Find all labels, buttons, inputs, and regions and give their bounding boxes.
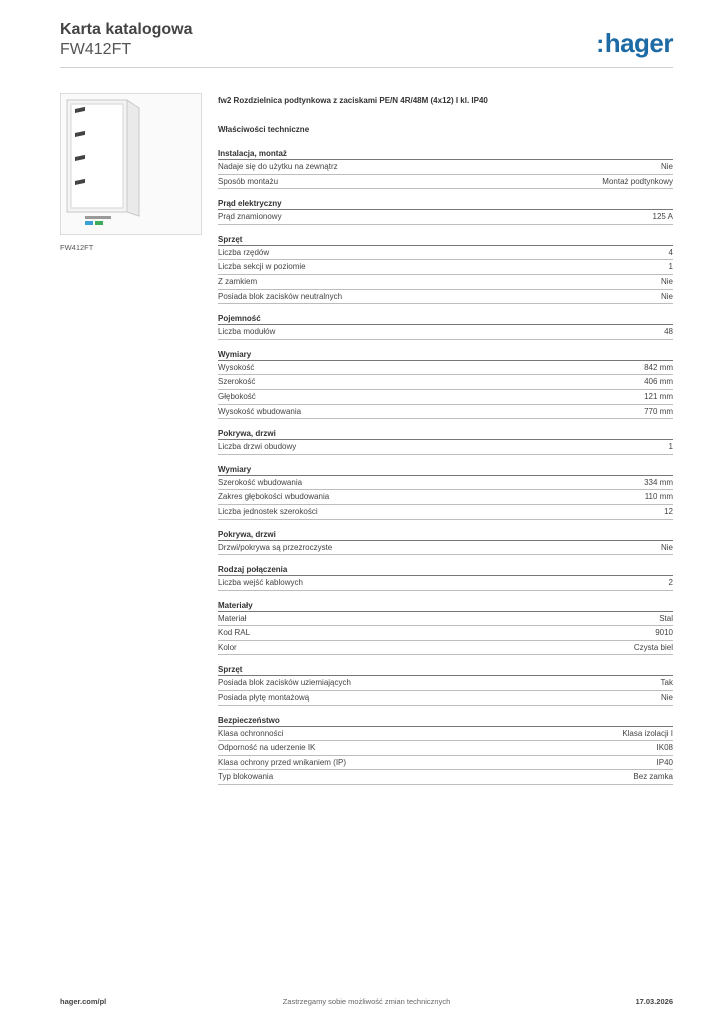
spec-label: Klasa ochrony przed wnikaniem (IP) <box>218 757 347 767</box>
spec-label: Liczba wejść kablowych <box>218 578 303 588</box>
spec-group <box>218 464 673 520</box>
spec-value: 9010 <box>655 628 673 638</box>
spec-value: 121 mm <box>644 391 673 401</box>
spec-label: Wysokość <box>218 362 255 372</box>
spec-group <box>218 664 673 705</box>
spec-group-title: Sprzęt <box>218 664 673 676</box>
spec-value: Bez zamka <box>633 772 673 782</box>
spec-row <box>218 626 673 641</box>
spec-row <box>218 390 673 405</box>
spec-value: Nie <box>660 291 673 301</box>
spec-value: Stal <box>659 613 673 623</box>
spec-label: Liczba sekcji w poziomie <box>218 262 306 272</box>
spec-label: Sposób montażu <box>218 176 279 186</box>
spec-label: Kod RAL <box>218 628 251 638</box>
hager-logo <box>596 28 673 59</box>
spec-group-title: Sprzęt <box>218 234 673 246</box>
spec-value: Nie <box>660 693 673 703</box>
spec-value: Nie <box>660 162 673 171</box>
spec-label: Typ blokowania <box>218 772 274 782</box>
spec-value: Tak <box>660 678 673 688</box>
spec-content <box>218 95 673 785</box>
spec-value: Klasa izolacji I <box>622 728 673 738</box>
section-title: Właściwości techniczne <box>218 125 310 134</box>
spec-row <box>218 576 673 591</box>
spec-row <box>218 476 673 491</box>
footer-date: 17.03.2026 <box>635 997 673 1006</box>
footer-website: hager.com/pl <box>60 997 107 1006</box>
spec-label: Drzwi/pokrywa są przezroczyste <box>218 542 333 552</box>
spec-value: 125 A <box>652 212 673 222</box>
spec-label: Posiada blok zacisków neutralnych <box>218 291 343 301</box>
spec-group-title: Wymiary <box>218 349 673 361</box>
spec-label: Liczba jednostek szerokości <box>218 506 318 516</box>
spec-group <box>218 600 673 656</box>
product-image <box>60 93 202 235</box>
spec-row <box>218 290 673 305</box>
spec-group-title: Rodzaj połączenia <box>218 564 673 576</box>
spec-row <box>218 770 673 785</box>
spec-label: Nadaje się do użytku na zewnątrz <box>218 162 338 171</box>
spec-label: Zakres głębokości wbudowania <box>218 492 330 502</box>
spec-label: Materiał <box>218 613 247 623</box>
spec-value: 770 mm <box>644 406 673 416</box>
spec-group <box>218 715 673 785</box>
spec-row <box>218 160 673 175</box>
spec-label: Liczba drzwi obudowy <box>218 442 297 452</box>
spec-label: Posiada płytę montażową <box>218 693 310 703</box>
spec-value: IP40 <box>656 757 673 767</box>
spec-label: Liczba rzędów <box>218 247 270 257</box>
spec-row <box>218 727 673 742</box>
spec-row <box>218 541 673 556</box>
spec-row <box>218 175 673 190</box>
spec-value: Nie <box>660 542 673 552</box>
spec-group-title: Prąd elektryczny <box>218 198 673 210</box>
footer-note: Zastrzegamy sobie możliwość zmian technicznych <box>282 997 451 1006</box>
spec-row <box>218 440 673 455</box>
spec-group-title: Materiały <box>218 600 673 612</box>
spec-value: 406 mm <box>644 377 673 387</box>
spec-value: 842 mm <box>644 362 673 372</box>
spec-group <box>218 428 673 455</box>
spec-value: 48 <box>664 327 673 337</box>
spec-value: 1 <box>668 262 673 272</box>
spec-label: Wysokość wbudowania <box>218 406 302 416</box>
spec-row <box>218 490 673 505</box>
spec-row <box>218 260 673 275</box>
spec-label: Głębokość <box>218 391 256 401</box>
spec-label: Szerokość <box>218 377 256 387</box>
spec-group <box>218 564 673 591</box>
spec-value: 1 <box>668 442 673 452</box>
spec-group-title: Pojemność <box>218 313 673 325</box>
spec-row <box>218 676 673 691</box>
spec-group-title: Instalacja, montaż <box>218 148 673 160</box>
spec-label: Klasa ochronności <box>218 728 284 738</box>
spec-label: Odporność na uderzenie IK <box>218 743 316 753</box>
spec-group <box>218 148 673 189</box>
spec-value: 4 <box>668 247 673 257</box>
spec-row <box>218 612 673 627</box>
spec-group <box>218 198 673 225</box>
spec-label: Z zamkiem <box>218 276 258 286</box>
spec-group <box>218 313 673 340</box>
product-description: fw2 Rozdzielnica podtynkowa z zaciskami PE/N 4R/48M (4x12) I kl. IP40 <box>218 96 488 105</box>
spec-value: IK08 <box>656 743 673 753</box>
distribution-board-icon <box>61 94 201 234</box>
spec-group-title: Pokrywa, drzwi <box>218 529 673 541</box>
spec-row <box>218 741 673 756</box>
image-caption: FW412FT <box>60 243 94 252</box>
spec-value: Nie <box>660 276 673 286</box>
spec-value: 2 <box>668 578 673 588</box>
spec-label: Kolor <box>218 642 237 652</box>
spec-row <box>218 375 673 390</box>
spec-label: Szerokość wbudowania <box>218 477 303 487</box>
logo-text: hager <box>604 28 673 58</box>
spec-group-title: Pokrywa, drzwi <box>218 428 673 440</box>
spec-value: Montaż podtynkowy <box>602 176 673 186</box>
product-code: FW412FT <box>60 41 132 58</box>
spec-row <box>218 325 673 340</box>
spec-value: 334 mm <box>644 477 673 487</box>
spec-group <box>218 234 673 304</box>
logo-mark-icon: : <box>596 31 604 58</box>
spec-group <box>218 529 673 556</box>
page-header <box>60 20 673 70</box>
header-divider <box>60 67 673 68</box>
document-title: Karta katalogowa <box>60 21 193 38</box>
spec-row <box>218 505 673 520</box>
spec-row <box>218 210 673 225</box>
spec-row <box>218 641 673 656</box>
spec-row <box>218 405 673 420</box>
spec-value: Czysta biel <box>633 642 673 652</box>
spec-label: Prąd znamionowy <box>218 212 282 222</box>
spec-label: Liczba modułów <box>218 327 276 337</box>
spec-label: Posiada blok zacisków uziemiających <box>218 678 351 688</box>
spec-group-title: Wymiary <box>218 464 673 476</box>
spec-groups <box>218 148 673 785</box>
spec-row <box>218 756 673 771</box>
spec-group <box>218 349 673 419</box>
spec-row <box>218 275 673 290</box>
spec-row <box>218 246 673 261</box>
spec-row <box>218 691 673 706</box>
spec-group-title: Bezpieczeństwo <box>218 715 673 727</box>
spec-value: 110 mm <box>644 492 673 502</box>
spec-row <box>218 361 673 376</box>
spec-value: 12 <box>664 506 673 516</box>
